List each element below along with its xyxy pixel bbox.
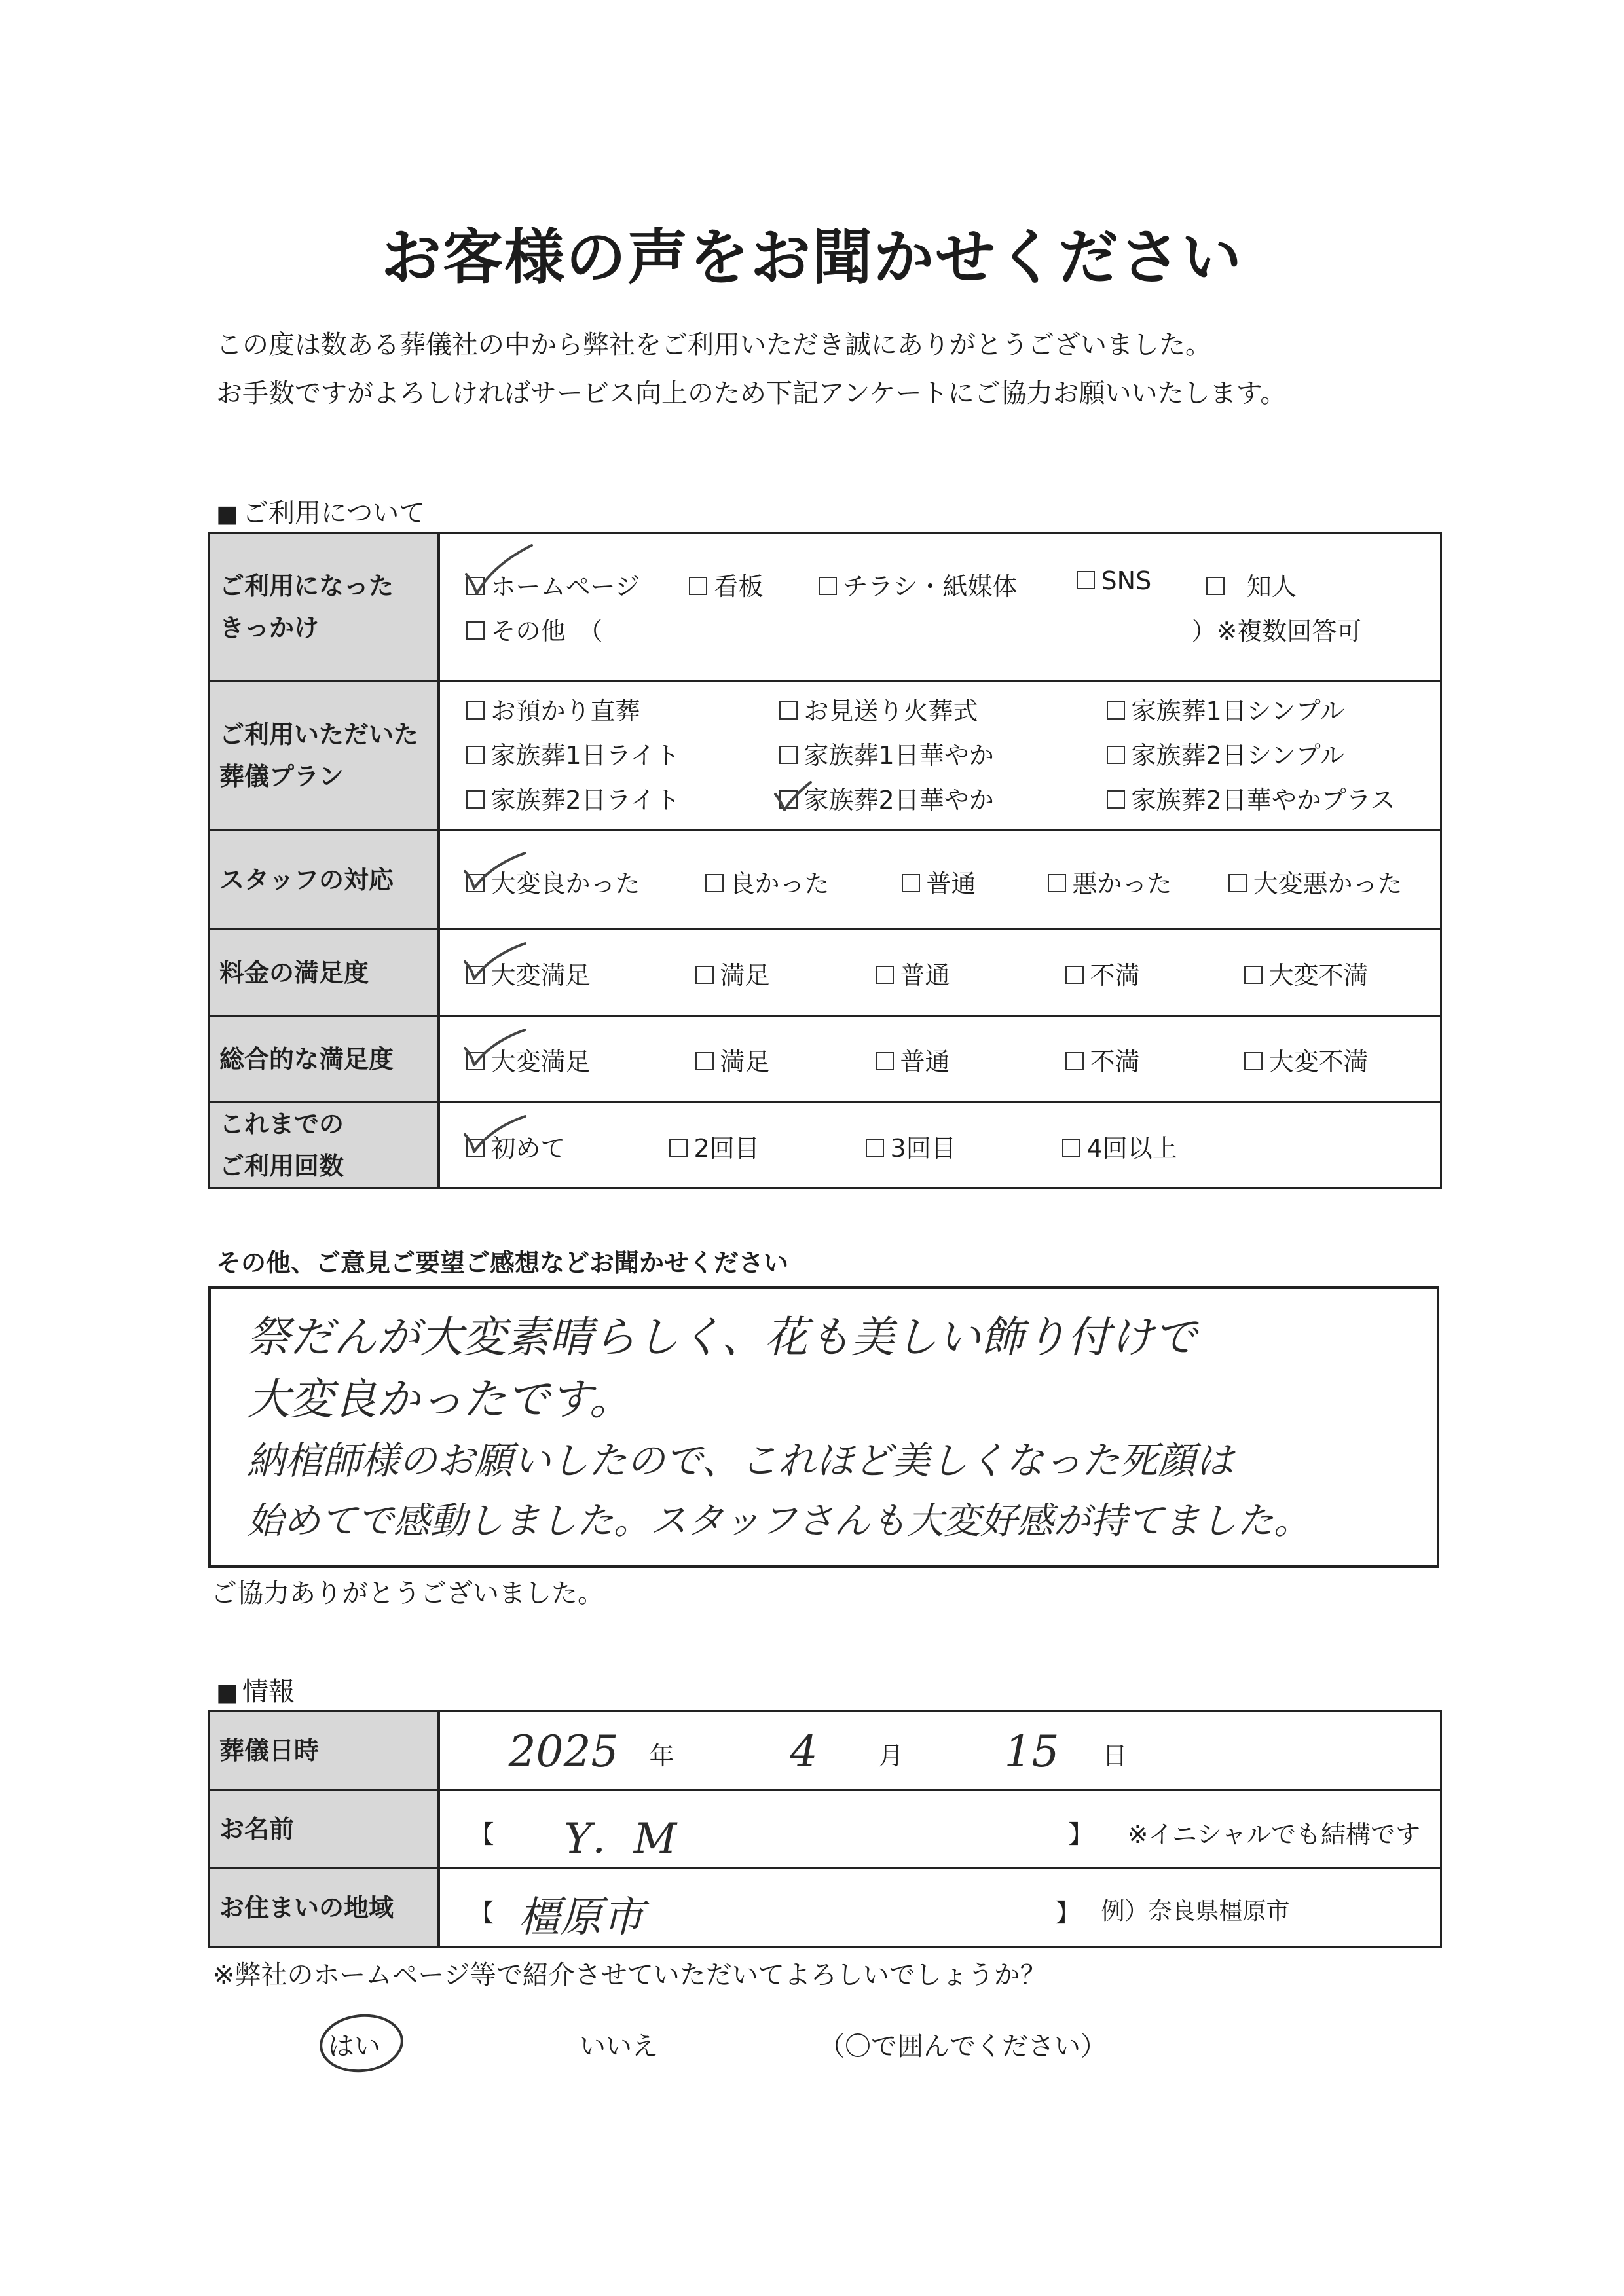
- option-label: 満足: [720, 961, 770, 990]
- option-label: 家族葬2日シンプル: [1131, 741, 1345, 770]
- option-label: ホームページ: [490, 572, 640, 601]
- option-label: 家族葬1日華やか: [803, 741, 994, 770]
- checkbox[interactable]: [779, 701, 798, 720]
- option-label: SNS: [1101, 566, 1152, 595]
- name-value[interactable]: Y．M: [564, 1815, 677, 1863]
- staff-options: [438, 830, 1441, 930]
- option-label: 4回以上: [1086, 1134, 1177, 1163]
- option-staff-2[interactable]: [705, 864, 830, 900]
- checkbox[interactable]: [1048, 874, 1066, 892]
- option-label: 大変不満: [1268, 961, 1369, 990]
- name-field[interactable]: [438, 1790, 1441, 1868]
- option-signboard[interactable]: [689, 566, 764, 602]
- name-label: お名前: [210, 1790, 439, 1868]
- row-plan: [210, 681, 1441, 830]
- year-value[interactable]: 2025: [508, 1726, 619, 1777]
- option-label: 大変満足: [490, 1048, 591, 1076]
- option-label: 大変悪かった: [1253, 869, 1403, 898]
- option-label: 不満: [1090, 1048, 1140, 1076]
- option-label: その他 （: [490, 617, 603, 646]
- visits-options: [438, 1102, 1441, 1188]
- checkbox[interactable]: [695, 966, 714, 984]
- checkbox[interactable]: [669, 1139, 688, 1157]
- area-bracket-open: 【: [469, 1899, 494, 1927]
- checkbox[interactable]: [705, 874, 724, 892]
- row-name: [210, 1790, 1441, 1868]
- option-visits-3[interactable]: [866, 1128, 956, 1164]
- page-title: お客様の声をお聞かせください: [380, 223, 1243, 293]
- consent-no-option[interactable]: いいえ: [580, 2032, 658, 2062]
- consent-question: ※弊社のホームページ等で紹介させていただいてよろしいでしょうか？: [213, 1960, 1046, 1990]
- area-value[interactable]: 橿原市: [518, 1893, 644, 1942]
- checkbox[interactable]: [902, 874, 920, 892]
- option-acquaintance[interactable]: [1206, 566, 1297, 602]
- option-visits-4[interactable]: [1062, 1128, 1177, 1164]
- label-line: ご利用いただいた: [219, 720, 419, 749]
- month-unit: 月: [878, 1741, 904, 1770]
- usage-table: [208, 532, 1442, 1189]
- option-label: お預かり直葬: [490, 697, 640, 725]
- row-label-staff: スタッフの対応: [210, 830, 439, 930]
- label-line: きっかけ: [219, 613, 320, 642]
- comment-line-1: 祭だんが大変素晴らしく、花も美しい飾り付けで: [247, 1312, 1197, 1362]
- checkmark-icon: [771, 777, 817, 822]
- option-overall-4[interactable]: [1065, 1042, 1140, 1078]
- comment-line-3: 納棺師様のお願いしたので、これほど美しくなった死顔は: [247, 1438, 1234, 1483]
- option-label: 良かった: [729, 869, 830, 898]
- row-staff: [210, 830, 1441, 930]
- option-label: 大変良かった: [490, 869, 640, 898]
- checkbox[interactable]: [1065, 1052, 1084, 1070]
- year-unit: 年: [649, 1741, 674, 1770]
- label-line: これまでの: [219, 1110, 344, 1139]
- checkbox[interactable]: [466, 790, 485, 809]
- checkbox[interactable]: [876, 1052, 894, 1070]
- row-overall: [210, 1016, 1441, 1102]
- option-plan-4[interactable]: [466, 735, 680, 771]
- checkbox[interactable]: [1228, 874, 1247, 892]
- option-label: 2回目: [693, 1134, 760, 1163]
- row-visits: [210, 1102, 1441, 1188]
- option-label: 不満: [1090, 961, 1140, 990]
- option-label: お見送り火葬式: [803, 697, 978, 725]
- option-overall-2[interactable]: [695, 1042, 770, 1078]
- intro-line-1: この度は数ある葬儀社の中から弊社をご利用いただき誠にありがとうございました。: [216, 330, 1211, 360]
- option-price-3[interactable]: [876, 955, 950, 991]
- label-line: 葬儀プラン: [219, 761, 344, 791]
- option-staff-4[interactable]: [1048, 864, 1172, 900]
- option-sns[interactable]: [1077, 566, 1152, 595]
- option-price-5[interactable]: [1244, 955, 1369, 991]
- consent-note: （〇で囲んでください）: [819, 2032, 1107, 2062]
- option-label: 3回目: [890, 1134, 956, 1163]
- option-plan-1[interactable]: [466, 691, 640, 727]
- option-other[interactable]: [466, 611, 603, 647]
- option-label: 家族葬2日ライト: [490, 786, 680, 814]
- square-bullet-icon: ■: [216, 1679, 239, 1706]
- row-label-trigger: [210, 533, 439, 681]
- option-label: 初めて: [490, 1134, 566, 1163]
- checkbox[interactable]: [866, 1139, 884, 1157]
- checkbox[interactable]: [779, 746, 798, 764]
- checkbox[interactable]: [466, 701, 485, 720]
- checkmark-icon: [460, 849, 532, 901]
- checkmark-icon: [460, 1112, 532, 1164]
- option-label: 大変満足: [490, 961, 591, 990]
- area-label: お住まいの地域: [210, 1868, 439, 1947]
- option-label: 家族葬2日華やか: [803, 786, 994, 814]
- row-date: [210, 1711, 1441, 1790]
- checkbox[interactable]: [466, 621, 485, 640]
- checkbox[interactable]: [1107, 746, 1125, 764]
- consent-yes-option[interactable]: [323, 2020, 400, 2066]
- square-bullet-icon: ■: [216, 501, 239, 528]
- checkbox[interactable]: [1206, 577, 1225, 595]
- option-label: 家族葬2日華やかプラス: [1131, 786, 1395, 814]
- option-label: 知人: [1246, 572, 1297, 601]
- checkbox[interactable]: [876, 966, 894, 984]
- checkmark-icon: [460, 1026, 532, 1078]
- checkbox[interactable]: [1244, 966, 1263, 984]
- option-plan-7[interactable]: [466, 780, 680, 816]
- usage-section-heading: [216, 492, 425, 530]
- option-overall-5[interactable]: [1244, 1042, 1369, 1078]
- price-options: [438, 930, 1441, 1016]
- name-note: ※イニシャルでも結構です: [1127, 1820, 1421, 1849]
- day-unit: 日: [1102, 1741, 1128, 1770]
- row-area: [210, 1868, 1441, 1947]
- option-label: 満足: [720, 1048, 770, 1076]
- checkbox[interactable]: [695, 1052, 714, 1070]
- checkbox[interactable]: [1107, 701, 1125, 720]
- row-label-visits: [210, 1102, 439, 1188]
- info-table: [208, 1710, 1442, 1948]
- option-label: 普通: [900, 961, 950, 990]
- option-plan-9[interactable]: [1107, 780, 1395, 816]
- area-field[interactable]: [438, 1868, 1441, 1947]
- checkbox[interactable]: [466, 746, 485, 764]
- checkmark-icon: [461, 543, 540, 608]
- option-label: 悪かった: [1072, 869, 1172, 898]
- label-line: ご利用になった: [219, 571, 394, 600]
- day-value[interactable]: 15: [1004, 1726, 1060, 1777]
- thanks-text: ご協力ありがとうございました。: [211, 1578, 604, 1609]
- option-plan-2[interactable]: [779, 691, 978, 727]
- checkbox[interactable]: [1244, 1052, 1263, 1070]
- label-line: ご利用回数: [219, 1152, 344, 1180]
- intro-text: [216, 321, 1286, 418]
- row-price: [210, 930, 1441, 1016]
- checkbox[interactable]: [689, 577, 707, 595]
- checkbox[interactable]: [1065, 966, 1084, 984]
- checkmark-icon: [460, 939, 532, 991]
- checkbox[interactable]: [1107, 790, 1125, 809]
- option-staff-5[interactable]: [1228, 864, 1403, 900]
- option-visits-2[interactable]: [669, 1128, 760, 1164]
- trigger-options: [438, 533, 1441, 681]
- multi-answer-note: ）※複数回答可: [1191, 617, 1362, 646]
- option-label: 普通: [900, 1048, 950, 1076]
- info-heading-text: 情報: [242, 1677, 295, 1707]
- option-plan-3[interactable]: [1107, 691, 1345, 727]
- usage-heading-text: ご利用について: [242, 498, 426, 528]
- area-note: 例）奈良県橿原市: [1101, 1898, 1290, 1925]
- consent-yes-label: はい: [328, 2032, 380, 2062]
- option-staff-3[interactable]: [902, 864, 976, 900]
- checkbox[interactable]: [1062, 1139, 1080, 1157]
- area-bracket-close: 】: [1055, 1899, 1080, 1927]
- option-label: 家族葬1日ライト: [490, 741, 680, 770]
- row-label-plan: [210, 681, 439, 830]
- plan-options: [438, 681, 1441, 830]
- row-label-price: 料金の満足度: [210, 930, 439, 1016]
- row-label-overall: 総合的な満足度: [210, 1016, 439, 1102]
- date-label: 葬儀日時: [210, 1711, 439, 1790]
- option-label: 大変不満: [1268, 1048, 1369, 1076]
- name-bracket-close: 】: [1068, 1820, 1094, 1849]
- option-plan-6[interactable]: [1107, 735, 1345, 771]
- option-price-4[interactable]: [1065, 955, 1140, 991]
- comment-line-4: 始めてで感動しました。スタッフさんも大変好感が持てました。: [247, 1500, 1310, 1542]
- checkbox[interactable]: [819, 577, 837, 595]
- name-bracket-open: 【: [469, 1820, 494, 1849]
- option-label: チラシ・紙媒体: [843, 572, 1018, 601]
- month-value[interactable]: 4: [790, 1726, 818, 1777]
- option-label: 普通: [926, 869, 976, 898]
- comments-textarea[interactable]: [208, 1286, 1439, 1568]
- comments-heading: その他、ご意見ご要望ご感想などお聞かせください: [216, 1248, 789, 1277]
- intro-line-2: お手数ですがよろしければサービス向上のため下記アンケートにご協力お願いいたします。: [216, 378, 1287, 409]
- row-trigger: [210, 533, 1441, 681]
- option-overall-3[interactable]: [876, 1042, 950, 1078]
- option-flyer[interactable]: [819, 566, 1018, 602]
- option-plan-5[interactable]: [779, 735, 994, 771]
- option-label: 看板: [713, 572, 764, 601]
- checkbox[interactable]: [1077, 571, 1095, 589]
- info-section-heading: [216, 1671, 295, 1708]
- comment-line-2: 大変良かったです。: [247, 1374, 633, 1425]
- overall-options: [438, 1016, 1441, 1102]
- option-price-2[interactable]: [695, 955, 770, 991]
- date-field[interactable]: [438, 1711, 1441, 1790]
- option-label: 家族葬1日シンプル: [1131, 697, 1345, 725]
